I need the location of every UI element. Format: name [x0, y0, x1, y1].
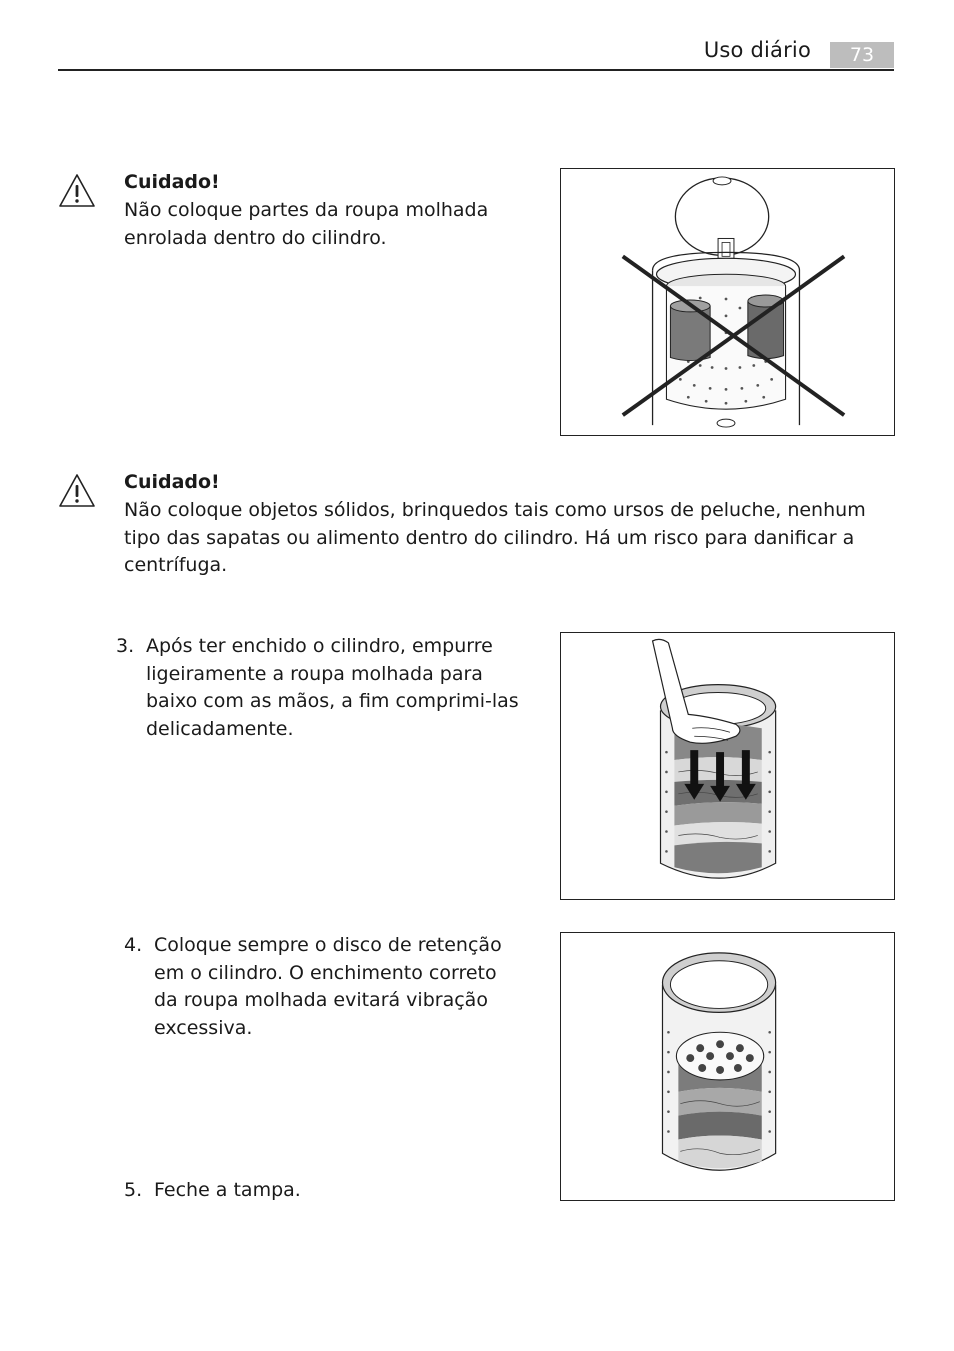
- figure-press-laundry: [560, 632, 895, 900]
- step-text-line: excessiva.: [154, 1016, 253, 1039]
- caution-text-line: centrífuga.: [124, 554, 228, 576]
- caution-title: Cuidado!: [124, 471, 220, 493]
- page-number: 73: [830, 42, 894, 68]
- step-text-line: Após ter enchido o cilindro, empurre: [146, 635, 493, 657]
- step-5: [124, 1177, 544, 1205]
- step-text-line: da roupa molhada evitará vibração: [154, 989, 488, 1011]
- step-text-line: ligeiramente a roupa molhada para: [146, 662, 483, 685]
- section-title: Uso diário: [703, 38, 811, 62]
- step-text-line: baixo com as mãos, a fim comprimi-las: [146, 690, 519, 712]
- step-text-line: Feche a tampa.: [154, 1179, 301, 1201]
- figure-rolled-laundry-forbidden: [560, 168, 895, 436]
- header-rule: [58, 69, 894, 71]
- step-text-line: delicadamente.: [146, 717, 294, 740]
- caution-title: Cuidado!: [124, 171, 220, 193]
- caution-text: [124, 497, 866, 580]
- step-4: [124, 932, 544, 1042]
- step-text-line: em o cilindro. O enchimento correto: [154, 961, 497, 984]
- warning-triangle-icon: [58, 173, 96, 209]
- caution-text-line: enrolada dentro do cilindro.: [124, 226, 387, 249]
- caution-text-line: Não coloque objetos sólidos, brinquedos tais como ursos de peluche, nenhum: [124, 499, 866, 521]
- caution-text: [124, 197, 488, 252]
- caution-text-line: Não coloque partes da roupa molhada: [124, 199, 489, 221]
- step-text-line: Coloque sempre o disco de retenção: [154, 934, 502, 956]
- step-number: 3.: [116, 635, 135, 657]
- step-3: [116, 633, 536, 743]
- figure-retention-disc: [560, 932, 895, 1201]
- step-number: 5.: [124, 1179, 143, 1201]
- warning-triangle-icon: [58, 473, 96, 509]
- caution-text-line: tipo das sapatas ou alimento dentro do cilindro. Há um risco para danificar a: [124, 526, 855, 549]
- step-number: 4.: [124, 934, 143, 956]
